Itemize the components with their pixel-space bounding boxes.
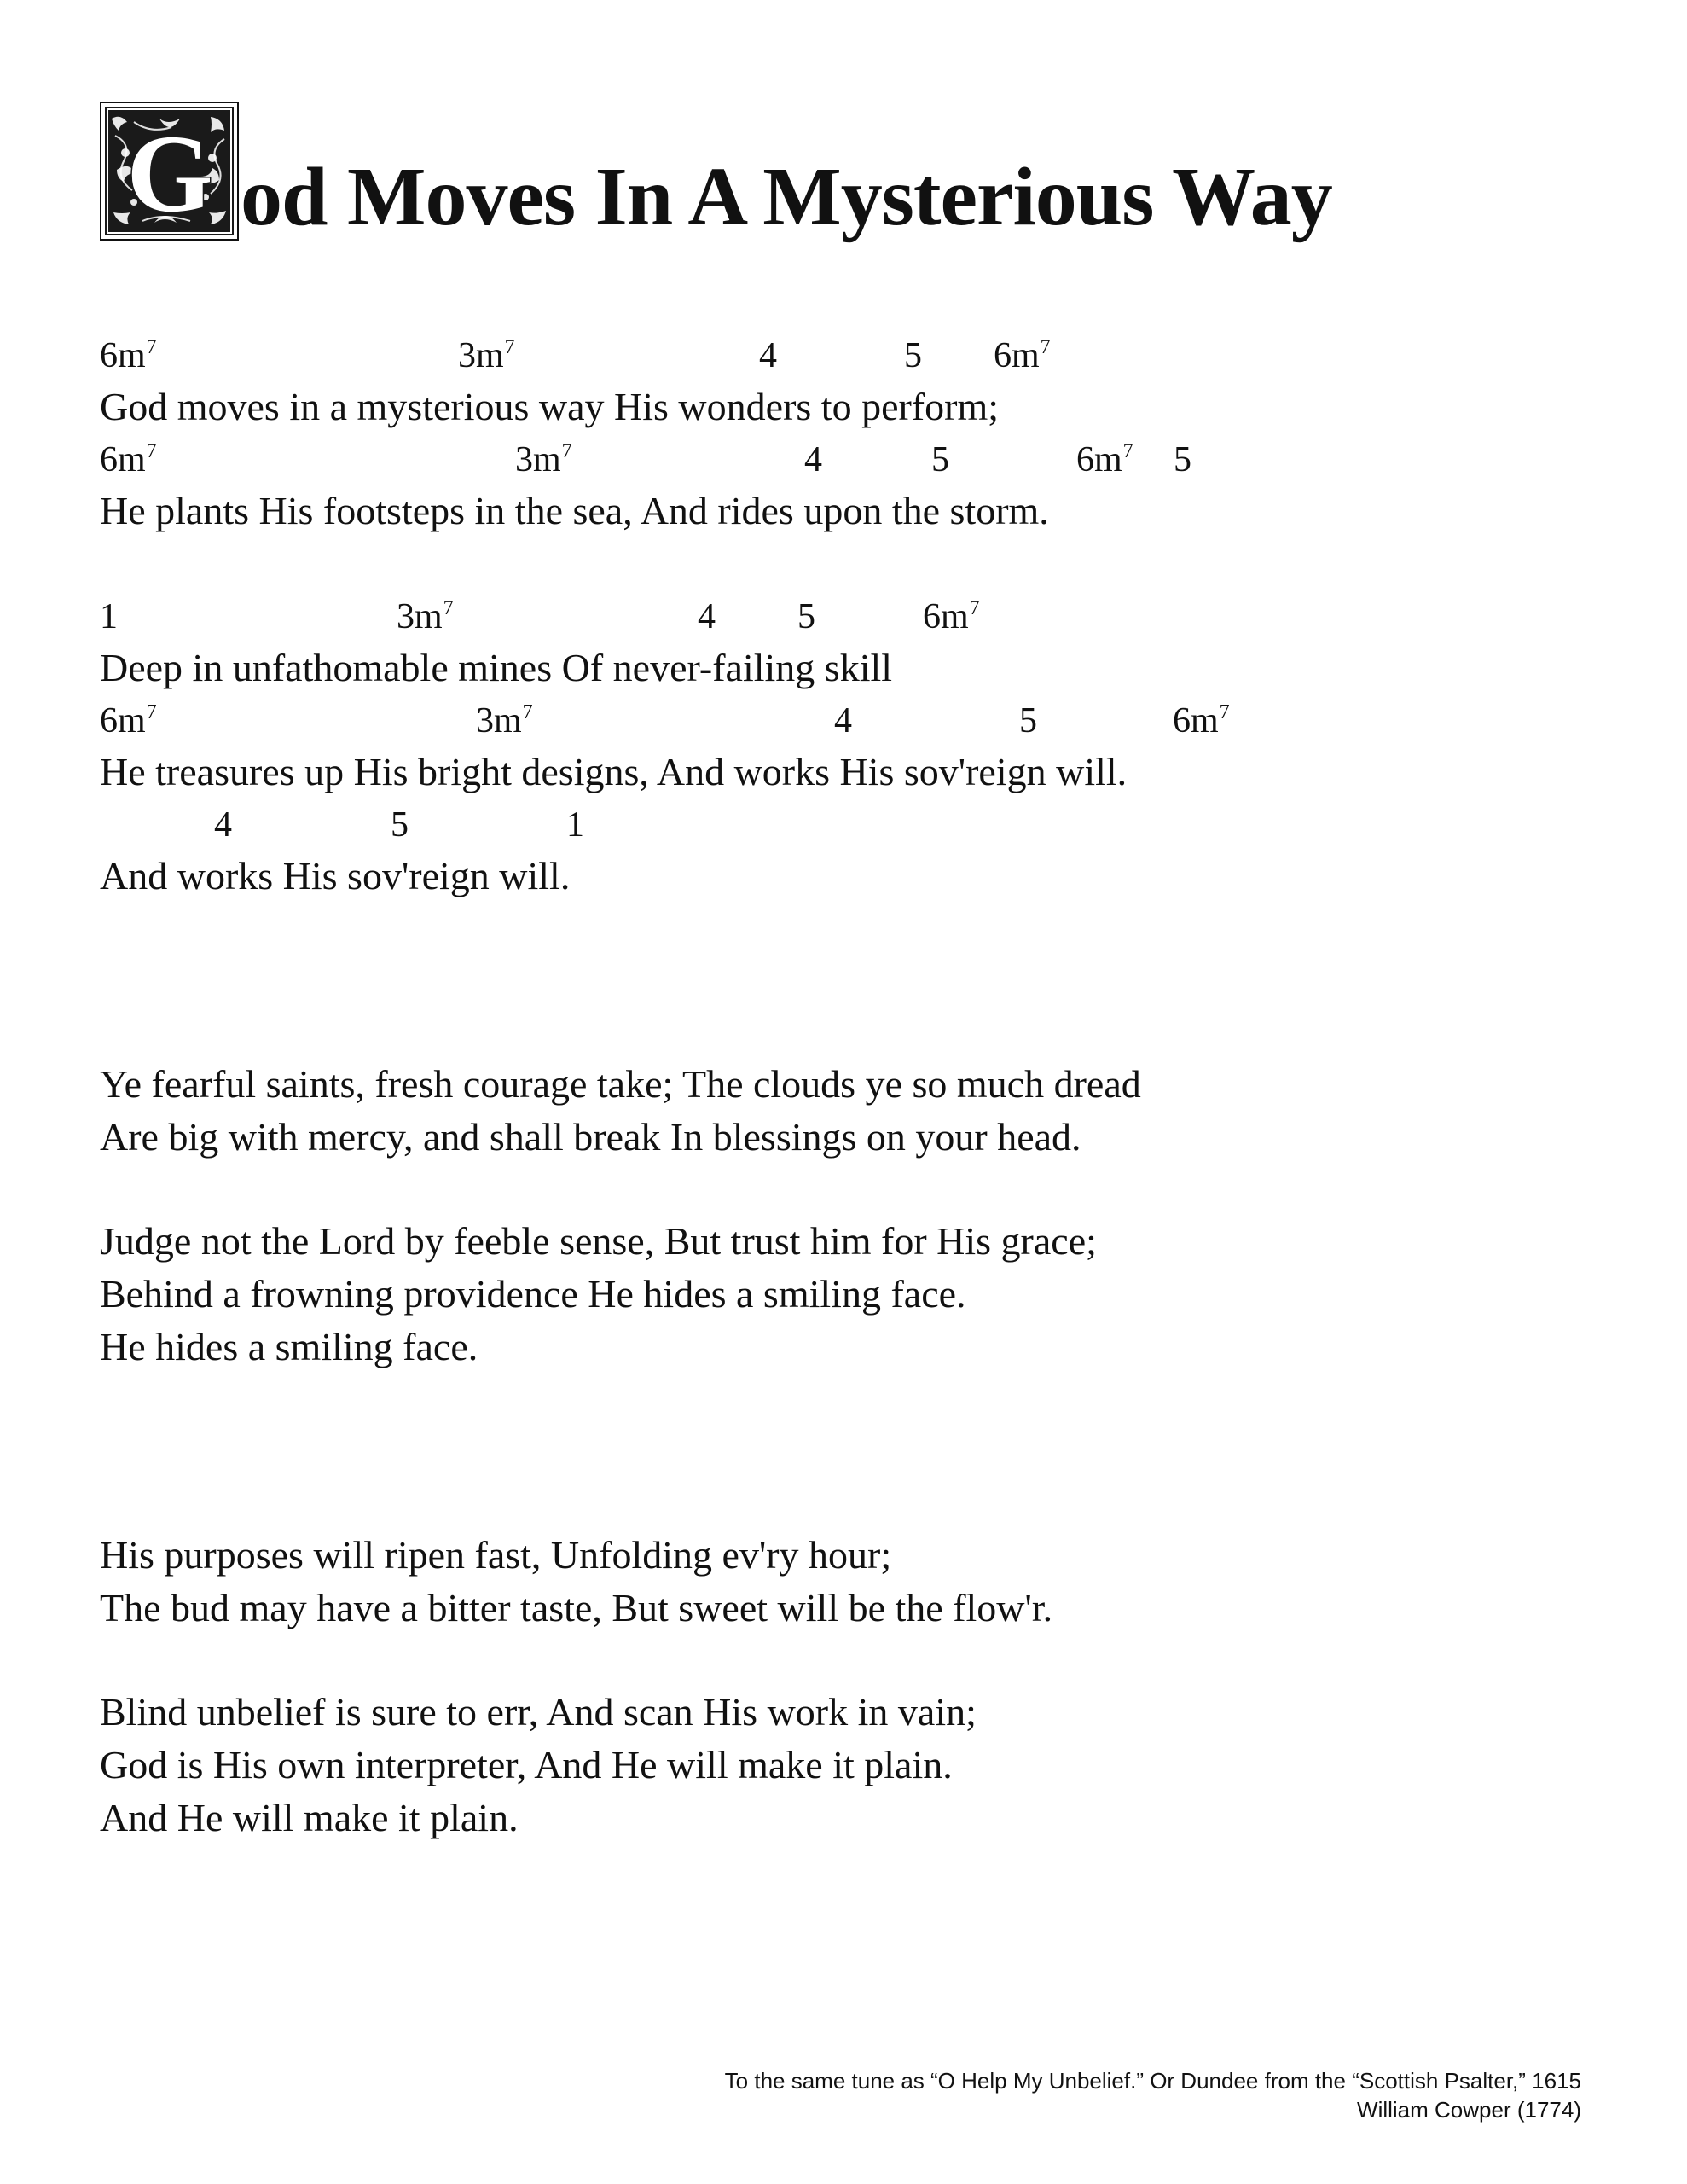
lyric-line: Blind unbelief is sure to err, And scan His work in vain;: [100, 1690, 977, 1734]
chord: $3m^7$: [397, 597, 454, 636]
ornamental-initial-g-icon: [100, 102, 239, 241]
lyric-line: The bud may have a bitter taste, But sweet will be the flow'r.: [100, 1586, 1053, 1629]
tune-note: To the same tune as “O Help My Unbelief.” Or Dundee from the “Scottish Psalter,” 1615: [724, 2068, 1581, 2094]
lyric-line: Ye fearful saints, fresh courage take; The clouds ye so much dread: [100, 1062, 1141, 1106]
chord: 4: [804, 440, 822, 479]
chord: 5: [1174, 440, 1191, 479]
chord: $6m^7$: [100, 336, 157, 375]
svg-text:G: G: [126, 113, 213, 235]
chord: $6m^7$: [923, 597, 980, 636]
chord: 4: [698, 597, 716, 636]
chord: 5: [391, 805, 409, 845]
chord: 4: [214, 805, 232, 845]
chord: $3m^7$: [515, 440, 572, 479]
lyric-line: And He will make it plain.: [100, 1796, 519, 1839]
chord: $6m^7$: [100, 440, 157, 479]
lyric-line: He plants His footsteps in the sea, And rides upon the storm.: [100, 489, 1049, 532]
chord: 5: [931, 440, 949, 479]
lyric-line: And works His sov'reign will.: [100, 854, 571, 897]
title-text: od Moves In A Mysterious Way: [241, 151, 1332, 243]
chord: $6m^7$: [100, 701, 157, 741]
lyric-line: He treasures up His bright designs, And works His sov'reign will.: [100, 750, 1128, 793]
lyric-line: His purposes will ripen fast, Unfolding ev'ry hour;: [100, 1533, 892, 1577]
chord: 5: [797, 597, 815, 636]
chord: 4: [834, 701, 852, 741]
lyric-line: Deep in unfathomable mines Of never-failing skill: [100, 646, 893, 689]
lyric-line: He hides a smiling face.: [100, 1325, 478, 1368]
chord: $6m^7$: [994, 336, 1051, 375]
lyric-line: Judge not the Lord by feeble sense, But trust him for His grace;: [100, 1219, 1097, 1263]
illuminated-initial: [100, 102, 239, 241]
chord: $6m^7$: [1173, 701, 1230, 741]
author-credit: William Cowper (1774): [1357, 2097, 1581, 2123]
chord: 4: [759, 336, 777, 375]
song-title: [100, 96, 1332, 241]
chord: 5: [904, 336, 922, 375]
lyric-line: God is His own interpreter, And He will make it plain.: [100, 1743, 953, 1786]
chord: $3m^7$: [476, 701, 533, 741]
chord: $3m^7$: [458, 336, 515, 375]
chord: 1: [100, 597, 118, 636]
lyric-line: Behind a frowning providence He hides a smiling face.: [100, 1272, 966, 1316]
chord: 5: [1019, 701, 1037, 741]
lyric-line: God moves in a mysterious way His wonders to perform;: [100, 385, 1000, 428]
lyric-line: Are big with mercy, and shall break In blessings on your head.: [100, 1115, 1081, 1159]
chord: 1: [566, 805, 584, 845]
chord: $6m^7$: [1076, 440, 1133, 479]
